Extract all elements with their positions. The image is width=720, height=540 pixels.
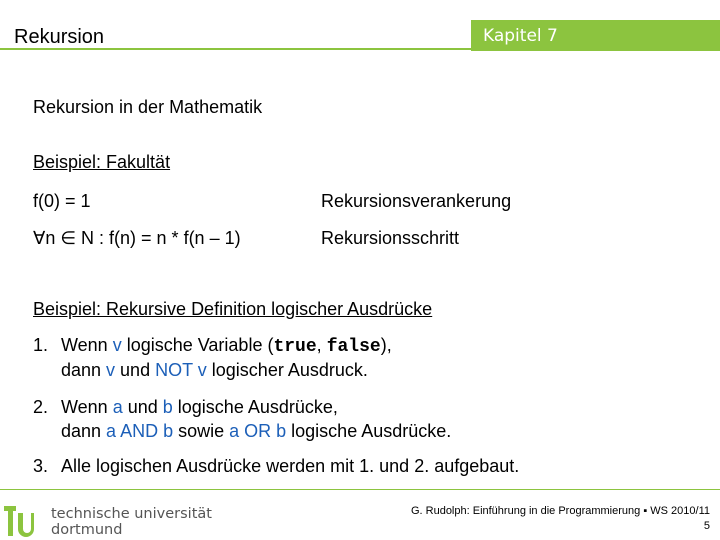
text-segment: Wenn <box>61 335 113 355</box>
tu-logo-icon <box>4 504 34 538</box>
text-segment: logischer Ausdruck. <box>206 360 368 380</box>
item3-number: 3. <box>33 456 49 476</box>
university-name <box>51 506 212 538</box>
element-of-symbol: ∈ <box>60 228 77 248</box>
item1-line2 <box>61 360 368 381</box>
course-credit: G. Rudolph: Einführung in die Programmierung ▪ WS 2010/11 <box>410 505 710 517</box>
text-segment: logische Ausdrücke, <box>172 397 338 417</box>
var-v: v <box>197 360 207 380</box>
example1-heading: Beispiel: Fakultät <box>33 152 171 172</box>
formula-var: n <box>45 228 61 248</box>
expr-or: a OR b <box>229 421 287 441</box>
expr-and: a AND b <box>106 421 174 441</box>
label-base-case: Rekursionsverankerung <box>321 191 512 211</box>
var-v: v <box>112 335 122 355</box>
chapter-badge <box>471 20 720 51</box>
keyword-not: NOT <box>155 360 193 380</box>
text-segment: logische Variable ( <box>121 335 274 355</box>
header-divider <box>0 48 475 50</box>
text-segment: , <box>316 335 327 355</box>
text-segment: ), <box>380 335 392 355</box>
keyword-true: true <box>273 337 317 357</box>
text-segment: logische Ausdrücke. <box>286 421 452 441</box>
text-segment: sowie <box>173 421 230 441</box>
label-recursive-step: Rekursionsschritt <box>321 228 460 248</box>
var-v: v <box>106 360 116 380</box>
section-title: Rekursion in der Mathematik <box>33 97 263 117</box>
formula-rest: N : f(n) = n * f(n – 1) <box>76 228 241 248</box>
keyword-false: false <box>326 337 381 357</box>
text-segment: dann <box>61 421 107 441</box>
item3-text: Alle logischen Ausdrücke werden mit 1. und 2. aufgebaut. <box>61 456 520 476</box>
forall-symbol: ∀ <box>33 228 46 248</box>
formula-base-case: f(0) = 1 <box>33 191 91 211</box>
text-segment: dann <box>61 360 107 380</box>
university-line2: dortmund <box>51 522 123 538</box>
footer-credit <box>411 504 710 534</box>
item1-line1 <box>61 335 392 357</box>
slide-header-title: Rekursion <box>14 26 105 48</box>
text-segment: und <box>122 397 163 417</box>
example2-heading: Beispiel: Rekursive Definition logischer Ausdrücke <box>33 299 433 319</box>
text-segment: und <box>115 360 156 380</box>
item2-line2 <box>61 421 451 442</box>
university-line1: technische universität <box>51 506 212 522</box>
formula-recursive-step <box>33 228 241 249</box>
text-segment: Wenn <box>61 397 113 417</box>
item1-number: 1. <box>33 335 49 355</box>
chapter-label: Kapitel 7 <box>483 26 558 46</box>
var-b: b <box>162 397 173 417</box>
footer-divider <box>0 489 720 490</box>
item2-line1 <box>61 397 338 418</box>
page-number: 5 <box>703 520 710 532</box>
var-a: a <box>112 397 123 417</box>
item2-number: 2. <box>33 397 49 417</box>
